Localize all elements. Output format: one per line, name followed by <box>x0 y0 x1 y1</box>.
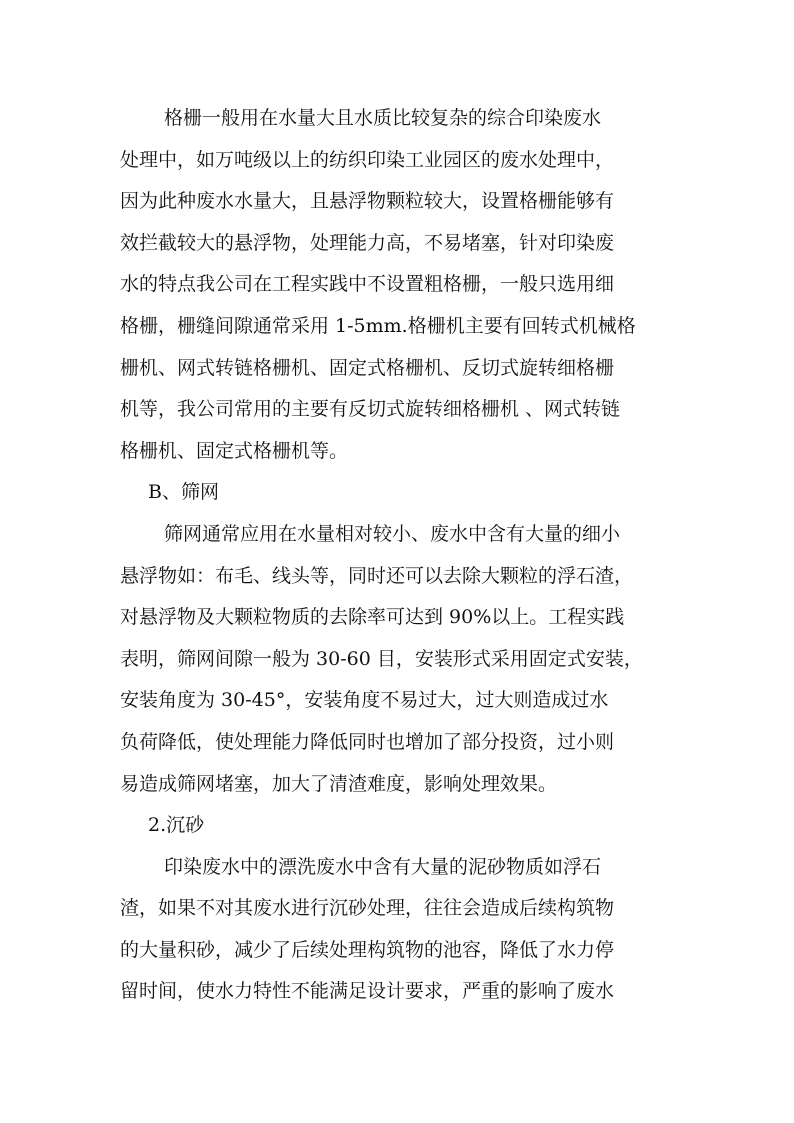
paragraph-line: 的大量积砂，减少了后续处理构筑物的池容，降低了水力停 <box>120 938 615 961</box>
paragraph-line: 筛网通常应用在水量相对较小、废水中含有大量的细小 <box>164 522 621 545</box>
paragraph-line: 对悬浮物及大颗粒物质的去除率可达到 90%以上。工程实践 <box>120 606 625 629</box>
document-body <box>120 98 680 1013</box>
paragraph-line: 格栅机、固定式格栅机等。 <box>120 439 349 462</box>
paragraph-line: 印染废水中的漂洗废水中含有大量的泥砂物质如浮石 <box>164 855 602 878</box>
paragraph-line: 栅机、网式转链格栅机、固定式格栅机、反切式旋转细格栅 <box>120 356 615 379</box>
paragraph-line: 安装角度为 30-45°，安装角度不易过大，过大则造成过水 <box>120 689 609 712</box>
section-heading: B、筛网 <box>148 481 219 504</box>
section-heading: 2.沉砂 <box>148 814 205 837</box>
paragraph-line: 处理中，如万吨级以上的纺织印染工业园区的废水处理中， <box>120 148 615 171</box>
paragraph-line: 机等，我公司常用的主要有反切式旋转细格栅机 、网式转链 <box>120 398 621 421</box>
paragraph-line: 因为此种废水水量大，且悬浮物颗粒较大，设置格栅能够有 <box>120 190 615 213</box>
paragraph-line: 格栅，栅缝间隙通常采用 1-5mm.格栅机主要有回转式机械格 <box>120 314 636 337</box>
paragraph-line: 悬浮物如：布毛、线头等，同时还可以去除大颗粒的浮石渣， <box>120 564 634 587</box>
paragraph-line: 负荷降低，使处理能力降低同时也增加了部分投资，过小则 <box>120 730 615 753</box>
paragraph-line: 效拦截较大的悬浮物，处理能力高，不易堵塞，针对印染废 <box>120 231 615 254</box>
paragraph-line: 留时间，使水力特性不能满足设计要求，严重的影响了废水 <box>120 980 615 1003</box>
paragraph-line: 表明，筛网间隙一般为 30-60 目，安装形式采用固定式安装， <box>120 647 643 670</box>
paragraph-line: 格栅一般用在水量大且水质比较复杂的综合印染废水 <box>164 107 602 129</box>
paragraph-line: 水的特点我公司在工程实践中不设置粗格栅，一般只选用细 <box>120 273 615 296</box>
paragraph-line: 渣，如果不对其废水进行沉砂处理，往往会造成后续构筑物 <box>120 897 615 920</box>
paragraph-line: 易造成筛网堵塞，加大了清渣难度，影响处理效果。 <box>120 772 558 795</box>
